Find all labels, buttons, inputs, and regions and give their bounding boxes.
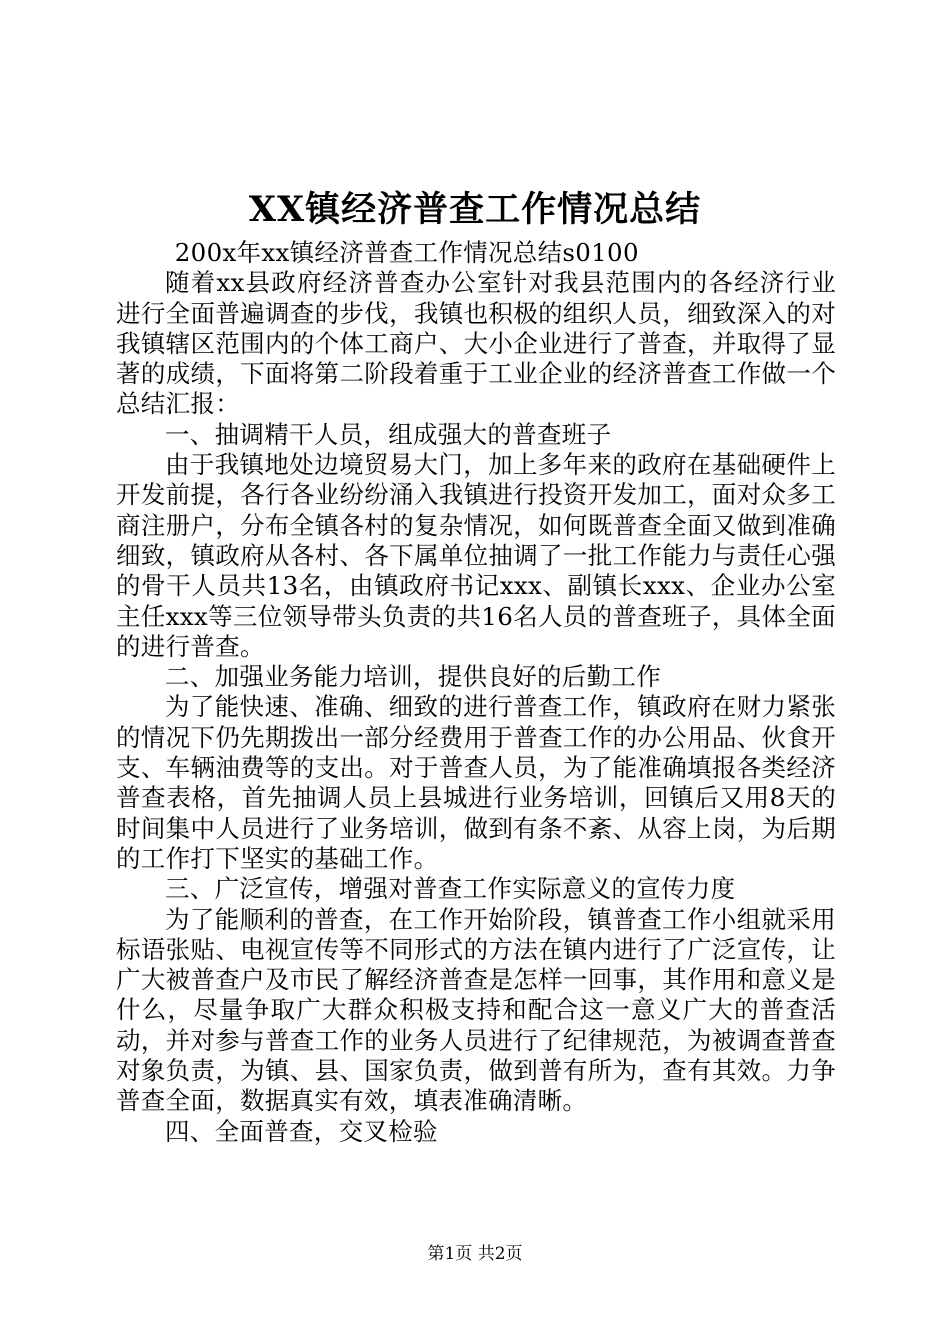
section-heading-1: 一、抽调精干人员，组成强大的普查班子 (165, 419, 612, 449)
section-heading-2: 二、加强业务能力培训，提供良好的后勤工作 (165, 662, 661, 692)
section-paragraph-2: 为了能快速、准确、细致的进行普查工作，镇政府在财力紧张的情况下仍先期拨出一部分经费用于普查工作的办公用品、伙食开支、车辆油费等的支出。对于普查人员，为了能准确填报各类经济普查表格，首先抽调人员上县城进行业务培训，回镇后又用8天的时间集中人员进行了业务培训，做到有条不紊、从容上岗，为后期的工作打下坚实的基础工作。 (116, 692, 836, 873)
document-subtitle-paragraph: 200x年xx镇经济普查工作情况总结s0100 (174, 238, 639, 267)
section-heading-3: 三、广泛宣传，增强对普查工作实际意义的宣传力度 (165, 874, 736, 904)
document-body (116, 238, 836, 1147)
section-paragraph-1: 由于我镇地处边境贸易大门，加上多年来的政府在基础硬件上开发前提，各行各业纷纷涌入我镇进行投资开发加工，面对众多工商注册户，分布全镇各村的复杂情况，如何既普查全面又做到准确细致，镇政府从各村、各下属单位抽调了一批工作能力与责任心强的骨干人员共13名，由镇政府书记xxx、副镇长xxx、企业办公室主任xxx等三位领导带头负责的共16名人员的普查班子，具体全面的进行普查。 (116, 450, 836, 661)
section-paragraph-3: 为了能顺利的普查，在工作开始阶段，镇普查工作小组就采用标语张贴、电视宣传等不同形式的方法在镇内进行了广泛宣传，让广大被普查户及市民了解经济普查是怎样一回事，其作用和意义是什么，尽量争取广大群众积极支持和配合这一意义广大的普查活动，并对参与普查工作的业务人员进行了纪律规范，为被调查普查对象负责，为镇、县、国家负责，做到普有所为，查有其效。力争普查全面，数据真实有效，填表准确清晰。 (116, 904, 836, 1116)
document-title: XX镇经济普查工作情况总结 (248, 189, 702, 230)
page-number-footer: 第1页 共2页 (427, 1244, 523, 1264)
intro-paragraph: 随着xx县政府经济普查办公室针对我县范围内的各经济行业进行全面普遍调查的步伐，我镇也积极的组织人员，细致深入的对我镇辖区范围内的个体工商户、大小企业进行了普查，并取得了显著的成绩，下面将第二阶段着重于工业企业的经济普查工作做一个总结汇报： (116, 268, 836, 419)
section-heading-4: 四、全面普查，交叉检验 (165, 1116, 438, 1146)
